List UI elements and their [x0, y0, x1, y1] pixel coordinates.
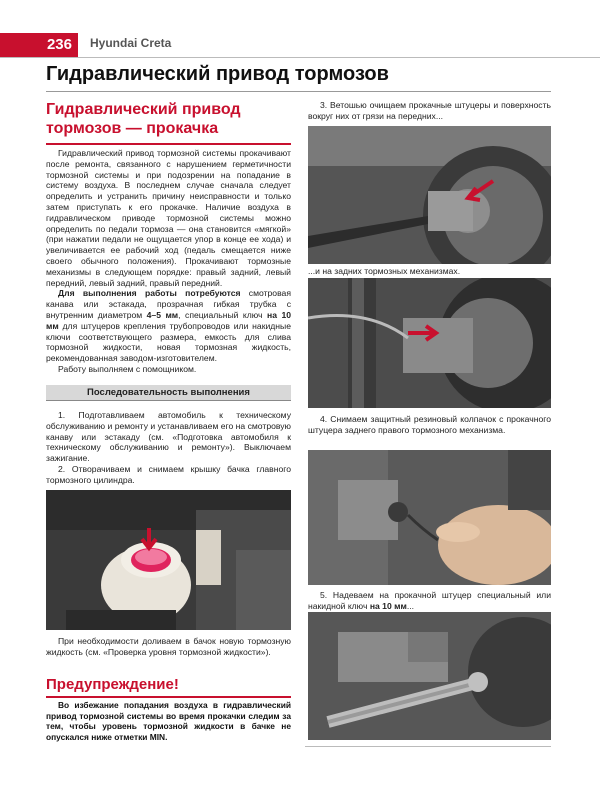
section-title	[46, 100, 291, 138]
book-title: Hyundai Creta	[90, 36, 172, 50]
step-5-b: ...	[406, 600, 415, 611]
warning-title: Предупреждение!	[46, 676, 179, 693]
step-4-text	[308, 414, 551, 436]
step-5-a: 5. Надеваем на прокачной штуцер специальный или накидной ключ	[308, 590, 551, 611]
step-5	[308, 590, 551, 612]
intro-text	[46, 148, 291, 375]
rear-brake-photo	[308, 278, 551, 408]
step-2: 2. Отворачиваем и снимаем крышку бачка главного тормозного цилиндра.	[46, 463, 291, 485]
step-3-text	[308, 100, 551, 122]
warning-text	[46, 700, 291, 742]
tube-diameter: 4–5 мм	[146, 309, 179, 320]
warning-paragraph: Во избежание попадания воздуха в гидравлический привод тормозной системы во время прокачки следим за тем, чтобы уровень тормозной жидкости в бачке не опускался ниже отметки MIN.	[46, 700, 291, 742]
tools-needed-label: Для выполнения работы потребуются	[58, 288, 241, 299]
step-3b: ...и на задних тормозных механизмах.	[308, 266, 461, 276]
section-title-line2: тормозов — прокачка	[46, 120, 219, 137]
chapter-divider	[46, 91, 551, 92]
intro-p2-b: , специальный ключ	[178, 309, 268, 320]
step-5-text	[308, 590, 551, 612]
chapter-title: Гидравлический привод тормозов	[46, 63, 389, 85]
bleeder-cap-photo	[308, 450, 551, 585]
intro-paragraph-1: Гидравлический привод тормозной системы прокачивают после ремонта, связанного с нарушением герметичности тормозной системы и при подозрении на попадание в систему воздуха. В последнем случае сначала следует определить и устранить причину неисправности и только затем приступать к его прокачке. Наличие воздуха в гидравлическом приводе тормозной системы можно определить по педали тормоза — она становится «мягкой» (при нажатии педали не ощущается упор в конце ее хода) и увеличивается ее рабочий ход (педаль смещается ниже своего обычного положения). Прокачивают тормозные механизмы в следующем порядке: правый задний, левый передний, левый задний, правый передний.	[46, 148, 291, 288]
step-3: 3. Ветошью очищаем прокачные штуцеры и поверхность вокруг них от грязи на передних...	[308, 100, 551, 121]
warning-divider	[46, 696, 291, 698]
step-5-wrench-size: на 10 мм	[369, 600, 407, 611]
sequence-heading: Последовательность выполнения	[46, 385, 291, 400]
wrench-size: на 10 мм	[46, 309, 292, 331]
header-divider	[0, 57, 600, 58]
intro-p2-c: для штуцеров крепления трубопроводов или накидные ключи соответствующего размера, емкость для слива тормозной жидкости, новая тормозная жидкость, рекомендованная заводом-изготовителем.	[46, 320, 291, 364]
step-1-2-text	[46, 410, 291, 486]
front-brake-photo	[308, 126, 551, 264]
step-4: 4. Снимаем защитный резиновый колпачок с прокачного штуцера заднего правого тормозного механизма.	[308, 414, 551, 435]
bottom-divider	[305, 746, 551, 747]
section-title-line1: Гидравлический привод	[46, 101, 241, 118]
intro-paragraph-2	[46, 288, 291, 364]
page-number: 236	[0, 33, 78, 57]
sequence-divider	[46, 400, 291, 401]
step-1: 1. Подготавливаем автомобиль к техническому обслуживанию и ремонту и устанавливаем его на смотровую канаву или эстакаду (см. «Подготовка автомобиля к техническому обслуживанию и ремонту»). Выключаем зажигание.	[46, 410, 291, 464]
section-underline	[46, 143, 291, 145]
step-3b-text	[308, 266, 551, 277]
refill-note: При необходимости доливаем в бачок новую тормозную жидкость (см. «Проверка уровня тормозной жидкости»).	[46, 636, 291, 657]
wrench-photo	[308, 612, 551, 740]
reservoir-photo	[46, 490, 291, 630]
intro-paragraph-3: Работу выполняем с помощником.	[58, 363, 197, 374]
refill-text	[46, 636, 291, 658]
intro-p2-a: смотровая канава или эстакада, прозрачная гибкая трубка с внутренним диаметром	[46, 288, 291, 320]
